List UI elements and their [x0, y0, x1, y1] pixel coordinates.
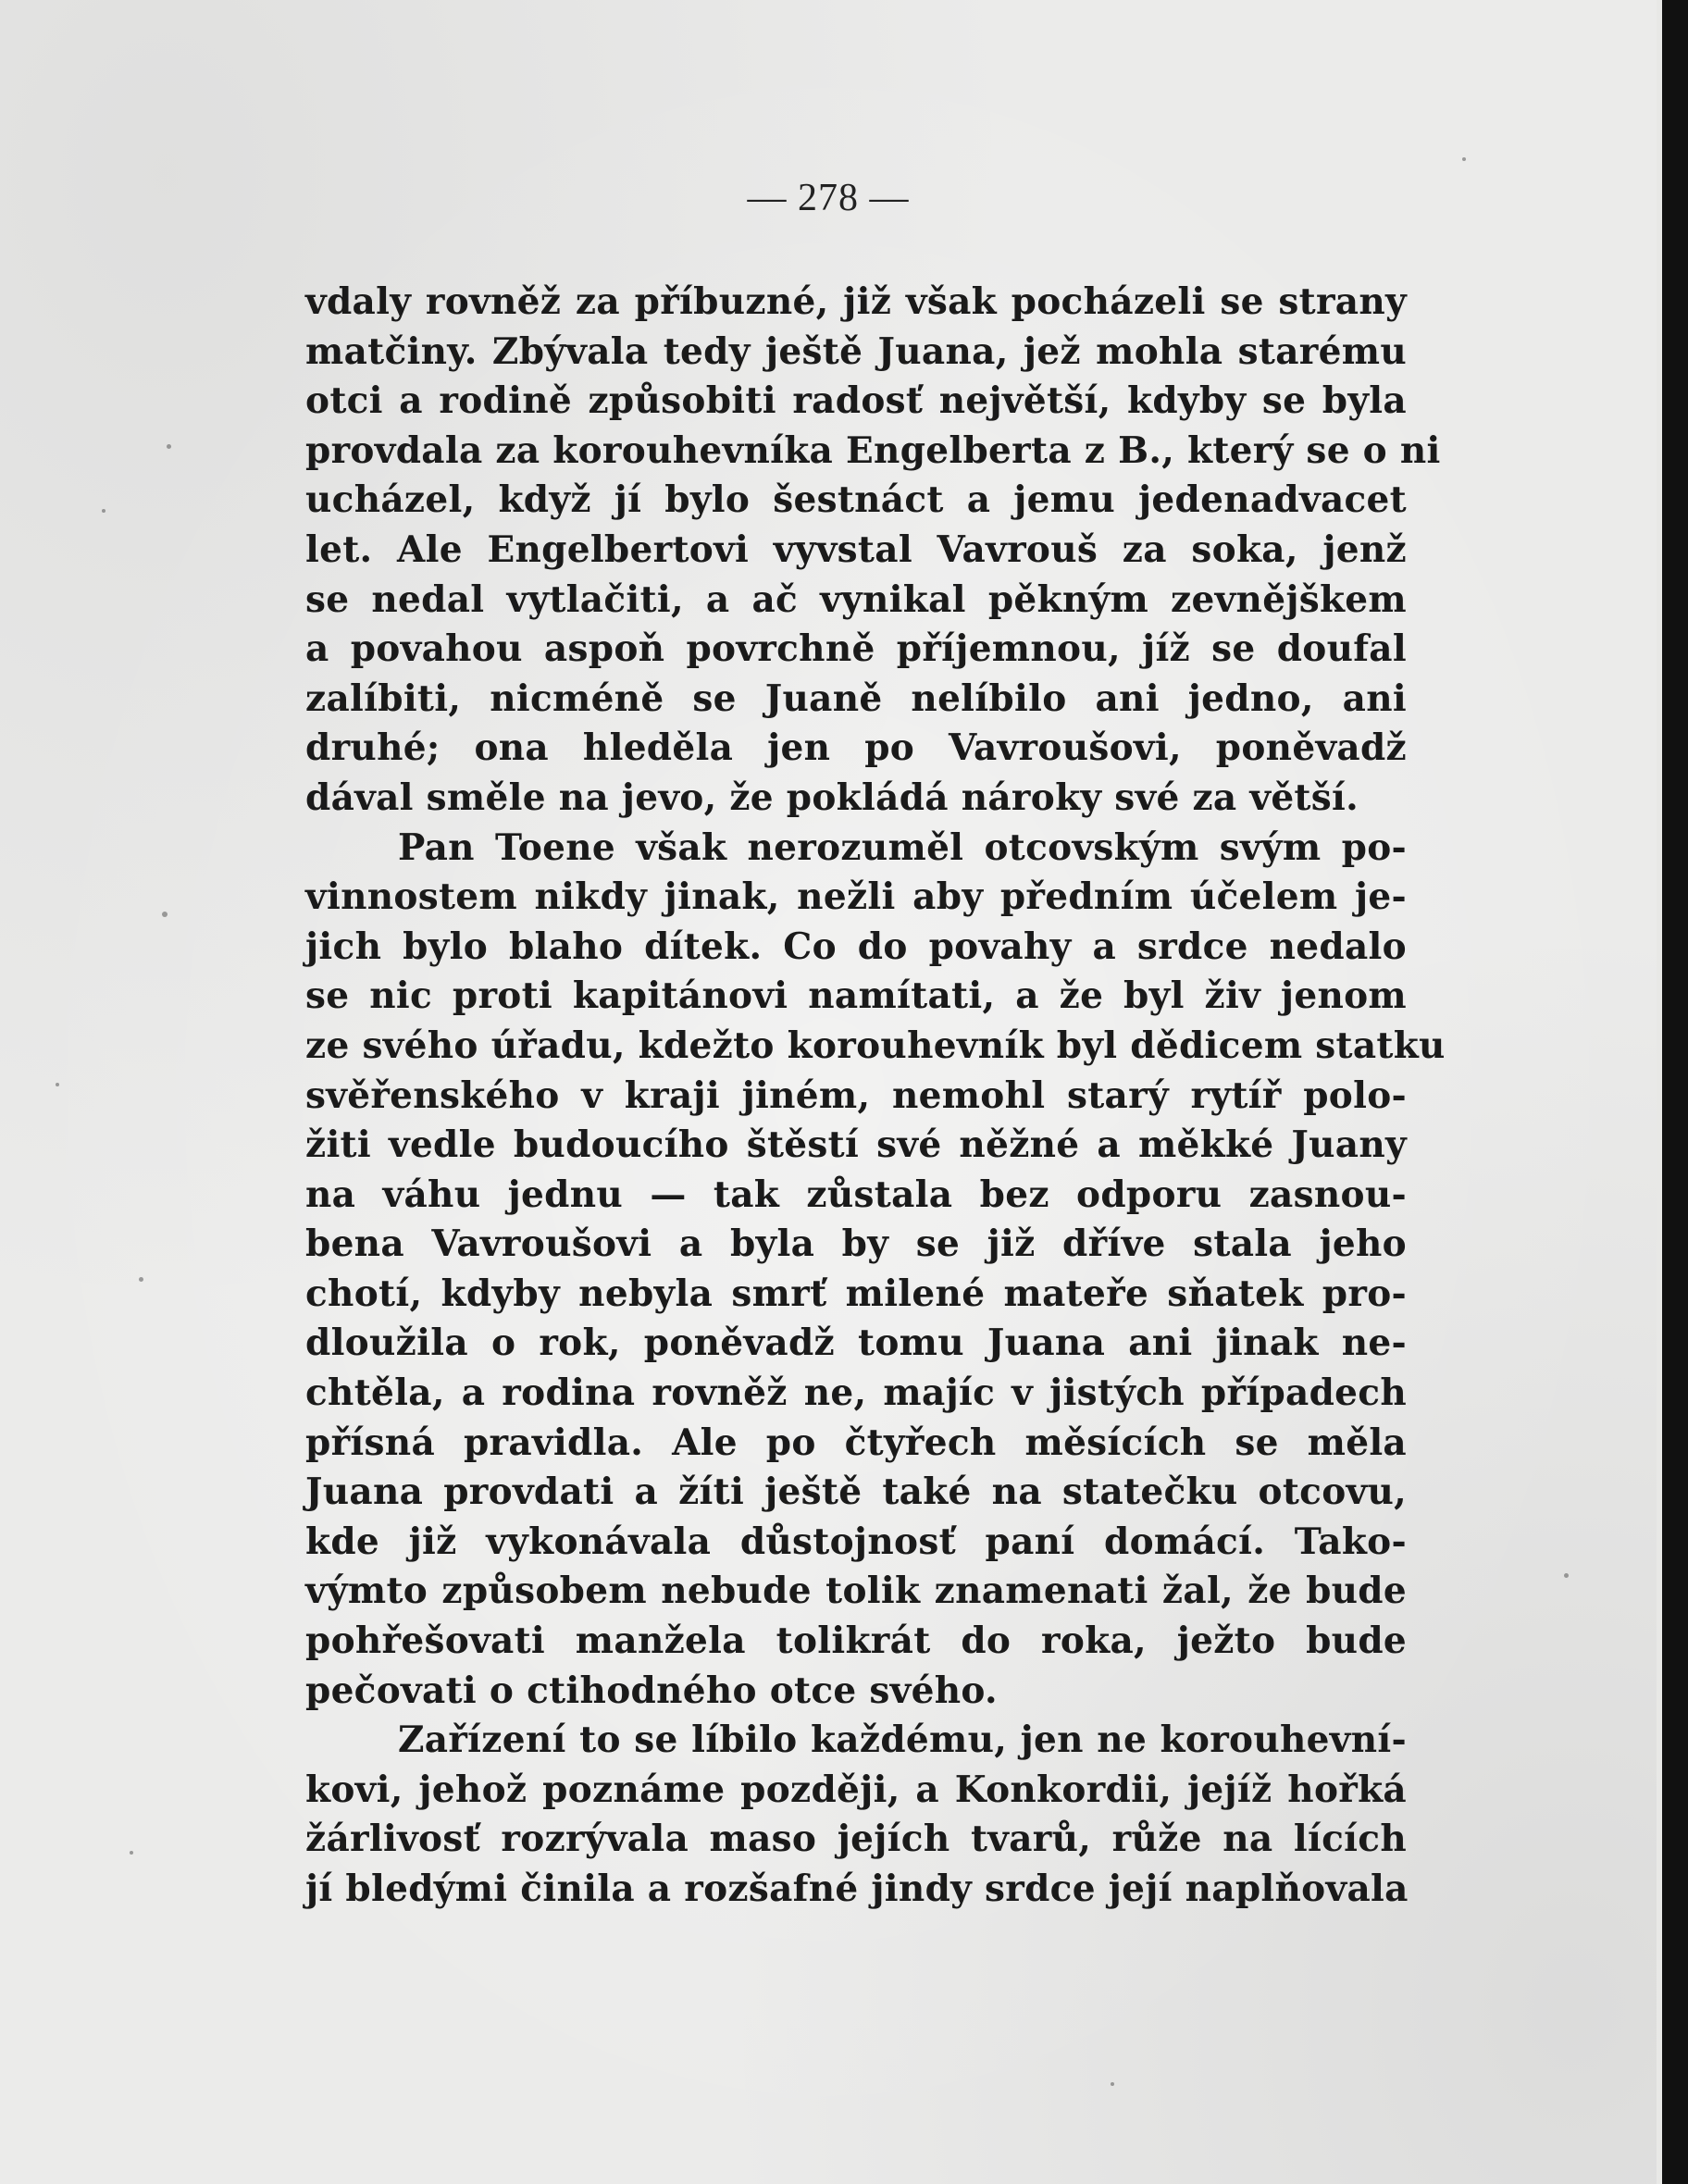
scan-speck: [1462, 157, 1466, 161]
text-line: přísná pravidla. Ale po čtyřech měsících se měla: [305, 1421, 1407, 1464]
scan-speck: [139, 1277, 143, 1282]
text-line: výmto způsobem nebude tolik znamenati žal, že bude: [305, 1570, 1407, 1613]
scan-speck: [162, 912, 168, 917]
text-line: žárlivosť rozrývala maso jejích tvarů, růže na lících: [305, 1818, 1407, 1861]
scan-speck: [130, 1851, 133, 1855]
paragraph-first-line: Zařízení to se líbilo každému, jen ne korouhevní-: [398, 1719, 1407, 1762]
text-line: pečovati o ctihodného otce svého.: [305, 1669, 998, 1712]
text-line: svěřenského v kraji jiném, nemohl starý rytíř polo-: [305, 1073, 1407, 1117]
body-text: [305, 278, 1446, 1915]
text-line: na váhu jednu — tak zůstala bez odporu zasnou-: [305, 1173, 1407, 1216]
text-line: ze svého úřadu, kdežto korouhevník byl dědicem statku: [305, 1024, 1446, 1067]
text-line: žiti vedle budoucího štěstí své něžné a měkké Juany: [305, 1123, 1407, 1167]
text-line: matčiny. Zbývala tedy ještě Juana, jež mohla starému: [305, 329, 1407, 373]
page-edge-shadow: [1657, 0, 1688, 2184]
scan-speck: [1111, 2082, 1114, 2086]
text-line: ucházel, když jí bylo šestnáct a jemu jedenadvacet: [305, 478, 1407, 522]
text-line: jich bylo blaho dítek. Co do povahy a srdce nedalo: [305, 924, 1407, 968]
text-line: vinnostem nikdy jinak, nežli aby předním účelem je-: [305, 875, 1407, 919]
text-line: Juana provdati a žíti ještě také na statečku otcovu,: [305, 1470, 1407, 1514]
page-number: — 278 —: [747, 177, 910, 219]
text-line: dloužila o rok, poněvadž tomu Juana ani jinak ne-: [305, 1322, 1407, 1365]
text-line: se nedal vytlačiti, a ač vynikal pěkným zevnějškem: [305, 577, 1407, 621]
text-line: bena Vavroušovi a byla by se již dříve stala jeho: [305, 1222, 1407, 1266]
text-line: chotí, kdyby nebyla smrť milené mateře sňatek pro-: [305, 1272, 1407, 1315]
text-line: se nic proti kapitánovi namítati, a že byl živ jenom: [305, 974, 1407, 1018]
text-line: dával směle na jevo, že pokládá nároky své za větší.: [305, 776, 1359, 819]
text-line: pohřešovati manžela tolikrát do roka, ježto bude: [305, 1619, 1407, 1663]
text-line: otci a rodině způsobiti radosť největší, kdyby se byla: [305, 379, 1407, 423]
text-line: jí bledými činila a rozšafné jindy srdce její naplňovala: [305, 1868, 1409, 1910]
text-line: druhé; ona hleděla jen po Vavroušovi, poněvadž: [305, 726, 1407, 770]
text-line: a povahou aspoň povrchně příjemnou, jíž se doufal: [305, 627, 1407, 671]
scan-speck: [56, 1083, 59, 1086]
text-line: kde již vykonávala důstojnosť paní domácí. Tako-: [305, 1520, 1407, 1563]
scan-speck: [1564, 1573, 1569, 1578]
text-line: chtěla, a rodina rovněž ne, majíc v jistých případech: [305, 1371, 1407, 1415]
text-line: vdaly rovněž za příbuzné, již však pocházeli se strany: [305, 280, 1407, 323]
scan-speck: [102, 509, 106, 513]
text-line: kovi, jehož poznáme později, a Konkordii, jejíž hořká: [305, 1768, 1407, 1811]
text-line: let. Ale Engelbertovi vyvstal Vavrouš za soka, jenž: [305, 527, 1407, 571]
scan-speck: [167, 444, 171, 449]
paragraph-first-line: Pan Toene však nerozuměl otcovským svým po-: [398, 825, 1407, 869]
text-line: zalíbiti, nicméně se Juaně nelíbilo ani jedno, ani: [305, 676, 1407, 720]
text-line: provdala za korouhevníka Engelberta z B., který se o ni: [305, 428, 1441, 472]
